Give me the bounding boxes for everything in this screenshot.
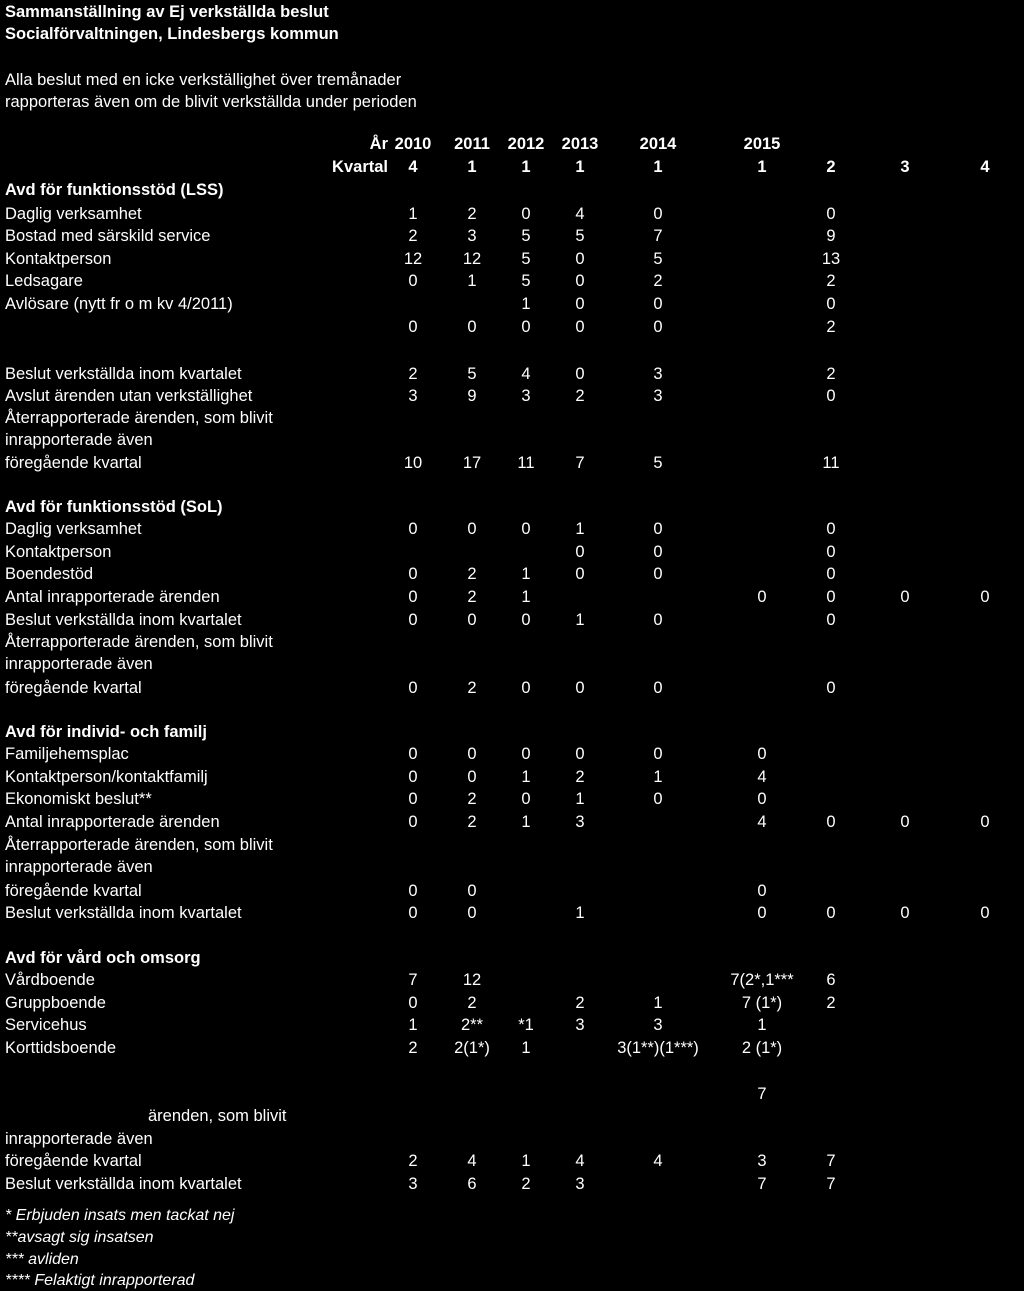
table-cell: 2: [575, 387, 585, 405]
table-cell: 1: [521, 813, 531, 831]
table-cell: 7: [575, 454, 585, 472]
table-cell: 0: [467, 520, 477, 538]
table-cell: 1: [653, 768, 663, 786]
row-label: Avlösare (nytt fr o m kv 4/2011): [5, 295, 233, 313]
table-cell: 3: [408, 387, 418, 405]
row-label: inrapporterade även: [5, 858, 153, 876]
table-cell: 3: [467, 227, 477, 245]
row-label: Kontaktperson: [5, 543, 112, 561]
row-label: Daglig verksamhet: [5, 520, 142, 538]
table-cell: 2(1*): [454, 1039, 490, 1057]
table-cell: 12: [462, 971, 482, 989]
table-cell: 0: [521, 745, 531, 763]
table-cell: 0: [653, 543, 663, 561]
table-cell: 7: [408, 971, 418, 989]
footnote-4: **** Felaktigt inrapporterad: [5, 1272, 195, 1289]
table-cell: 0: [521, 790, 531, 808]
row-label: Avslut ärenden utan verkställighet: [5, 387, 253, 405]
table-cell: 1: [575, 520, 585, 538]
table-cell: 7: [826, 1175, 836, 1193]
table-cell: 7 (1*): [741, 994, 783, 1012]
table-cell: 0: [467, 904, 477, 922]
table-cell: 9: [467, 387, 477, 405]
table-cell: 0: [826, 588, 836, 606]
table-cell: 4: [521, 365, 531, 383]
quarter-label: Kvartal: [332, 158, 388, 176]
row-label: Beslut verkställda inom kvartalet: [5, 611, 242, 629]
table-cell: 3(1**)(1***): [617, 1039, 699, 1057]
year-cell: 2012: [507, 135, 545, 153]
table-cell: 0: [980, 588, 990, 606]
row-label: ärenden, som blivit: [148, 1107, 287, 1125]
table-cell: 3: [575, 1175, 585, 1193]
row-label: Kontaktperson/kontaktfamilj: [5, 768, 208, 786]
table-cell: 0: [980, 813, 990, 831]
table-cell: 0: [467, 611, 477, 629]
table-cell: 2 (1*): [741, 1039, 783, 1057]
table-cell: 0: [575, 295, 585, 313]
table-cell: 0: [521, 679, 531, 697]
table-cell: 1: [521, 588, 531, 606]
title-line-2: Socialförvaltningen, Lindesbergs kommun: [5, 25, 339, 43]
table-cell: 0: [521, 520, 531, 538]
table-cell: 4: [575, 205, 585, 223]
row-label: inrapporterade även: [5, 431, 153, 449]
row-label: föregående kvartal: [5, 882, 142, 900]
table-cell: 0: [408, 679, 418, 697]
table-cell: 10: [403, 454, 423, 472]
table-cell: 7: [653, 227, 663, 245]
table-cell: 2: [467, 588, 477, 606]
table-cell: 0: [826, 387, 836, 405]
table-cell: 12: [403, 250, 423, 268]
table-cell: 0: [408, 882, 418, 900]
footnote-2: **avsagt sig insatsen: [5, 1229, 154, 1246]
table-cell: 0: [757, 904, 767, 922]
table-cell: 2: [408, 227, 418, 245]
row-label: Antal inrapporterade ärenden: [5, 813, 220, 831]
table-cell: 5: [653, 250, 663, 268]
table-cell: 1: [521, 768, 531, 786]
table-cell: 7: [826, 1152, 836, 1170]
table-cell: 0: [408, 520, 418, 538]
table-cell: 4: [575, 1152, 585, 1170]
table-cell: 0: [757, 790, 767, 808]
table-cell: 2: [826, 272, 836, 290]
section-heading: Avd för vård och omsorg: [5, 949, 201, 967]
row-label: Vårdboende: [5, 971, 95, 989]
table-cell: 13: [821, 250, 841, 268]
table-cell: 2: [408, 365, 418, 383]
table-cell: 2: [826, 318, 836, 336]
table-cell: 2: [467, 679, 477, 697]
table-cell: 0: [575, 565, 585, 583]
table-cell: 1: [408, 205, 418, 223]
title-line-1: Sammanställning av Ej verkställda beslut: [5, 3, 329, 21]
table-cell: 4: [757, 813, 767, 831]
table-cell: 0: [757, 882, 767, 900]
table-cell: 3: [757, 1152, 767, 1170]
table-cell: 0: [408, 904, 418, 922]
table-cell: 3: [521, 387, 531, 405]
table-cell: 2: [408, 1039, 418, 1057]
table-cell: 0: [575, 250, 585, 268]
table-cell: 2: [408, 1152, 418, 1170]
table-cell: 0: [826, 611, 836, 629]
section-heading: Avd för individ- och familj: [5, 723, 207, 741]
row-label: Bostad med särskild service: [5, 227, 211, 245]
row-label: Beslut verkställda inom kvartalet: [5, 365, 242, 383]
table-cell: 0: [757, 588, 767, 606]
table-cell: 0: [408, 994, 418, 1012]
row-label: Gruppboende: [5, 994, 106, 1012]
footnote-3: *** avliden: [5, 1251, 79, 1268]
table-cell: 2: [467, 813, 477, 831]
table-cell: 0: [408, 272, 418, 290]
table-cell: *1: [518, 1016, 534, 1034]
table-cell: 0: [653, 745, 663, 763]
row-label: Återrapporterade ärenden, som blivit: [5, 836, 273, 854]
row-label: inrapporterade även: [5, 655, 153, 673]
table-cell: 4: [467, 1152, 477, 1170]
table-cell: 2: [467, 790, 477, 808]
table-cell: 2**: [460, 1016, 484, 1034]
table-cell: 0: [408, 790, 418, 808]
table-cell: 3: [653, 365, 663, 383]
table-cell: 1: [521, 1152, 531, 1170]
quarter-cell: 2: [826, 158, 836, 176]
year-cell: 2013: [561, 135, 599, 153]
table-cell: 7: [757, 1175, 767, 1193]
table-cell: 1: [653, 994, 663, 1012]
table-cell: 0: [653, 520, 663, 538]
table-cell: 0: [575, 365, 585, 383]
table-cell: 2: [826, 994, 836, 1012]
row-label: Beslut verkställda inom kvartalet: [5, 904, 242, 922]
table-cell: 0: [757, 745, 767, 763]
table-cell: 2: [575, 994, 585, 1012]
row-label: Ledsagare: [5, 272, 83, 290]
table-cell: 0: [408, 611, 418, 629]
table-cell: 0: [900, 588, 910, 606]
table-cell: 0: [900, 904, 910, 922]
table-cell: 3: [408, 1175, 418, 1193]
table-cell: 9: [826, 227, 836, 245]
table-cell: 0: [521, 611, 531, 629]
table-cell: 0: [653, 205, 663, 223]
table-cell: 4: [757, 768, 767, 786]
table-cell: 2: [467, 565, 477, 583]
year-label: År: [369, 135, 388, 153]
row-label: Ekonomiskt beslut**: [5, 790, 152, 808]
table-cell: 0: [467, 768, 477, 786]
quarter-cell: 1: [521, 158, 531, 176]
table-cell: 6: [826, 971, 836, 989]
table-cell: 0: [826, 205, 836, 223]
table-cell: 0: [826, 813, 836, 831]
table-cell: 0: [408, 318, 418, 336]
intro-line-1: Alla beslut med en icke verkställighet över tremånader: [5, 71, 402, 89]
table-cell: 5: [521, 250, 531, 268]
table-cell: 2: [521, 1175, 531, 1193]
table-cell: 0: [521, 205, 531, 223]
table-cell: 1: [408, 1016, 418, 1034]
table-cell: 3: [653, 1016, 663, 1034]
table-cell: 0: [826, 904, 836, 922]
table-cell: 0: [408, 745, 418, 763]
table-cell: 0: [467, 318, 477, 336]
year-cell: 2015: [743, 135, 781, 153]
table-cell: 2: [826, 365, 836, 383]
quarter-cell: 4: [408, 158, 418, 176]
table-cell: 0: [653, 790, 663, 808]
row-label: föregående kvartal: [5, 1152, 142, 1170]
row-label: Antal inrapporterade ärenden: [5, 588, 220, 606]
section-heading: Avd för funktionsstöd (SoL): [5, 498, 223, 516]
quarter-cell: 4: [980, 158, 990, 176]
table-cell: 0: [826, 543, 836, 561]
table-cell: 0: [575, 745, 585, 763]
row-label: Korttidsboende: [5, 1039, 116, 1057]
table-cell: 3: [653, 387, 663, 405]
row-label: Familjehemsplac: [5, 745, 129, 763]
table-cell: 1: [575, 904, 585, 922]
table-cell: 0: [653, 611, 663, 629]
table-cell: 0: [826, 565, 836, 583]
table-cell: 0: [467, 745, 477, 763]
table-cell: 5: [521, 272, 531, 290]
table-cell: 0: [467, 882, 477, 900]
table-cell: 11: [822, 454, 840, 472]
row-label: Boendestöd: [5, 565, 94, 583]
year-cell: 2014: [639, 135, 677, 153]
table-cell: 0: [826, 520, 836, 538]
table-cell: 0: [653, 295, 663, 313]
row-label: Servicehus: [5, 1016, 87, 1034]
row-label: Återrapporterade ärenden, som blivit: [5, 409, 273, 427]
table-cell: 7(2*,1***: [730, 971, 794, 989]
table-cell: 3: [575, 813, 585, 831]
table-cell: 7: [757, 1085, 767, 1103]
row-label: föregående kvartal: [5, 454, 142, 472]
table-cell: 12: [462, 250, 482, 268]
intro-line-2: rapporteras även om de blivit verkställda under perioden: [5, 93, 417, 111]
quarter-cell: 3: [900, 158, 910, 176]
table-cell: 2: [467, 205, 477, 223]
table-cell: 0: [900, 813, 910, 831]
table-cell: 0: [826, 295, 836, 313]
section-heading: Avd för funktionsstöd (LSS): [5, 181, 224, 199]
footnote-1: * Erbjuden insats men tackat nej: [5, 1207, 235, 1224]
table-cell: 17: [462, 454, 482, 472]
table-cell: 1: [467, 272, 477, 290]
table-cell: 2: [575, 768, 585, 786]
table-cell: 0: [653, 565, 663, 583]
table-cell: 5: [653, 454, 663, 472]
table-cell: 0: [980, 904, 990, 922]
table-cell: 0: [575, 272, 585, 290]
row-label: Daglig verksamhet: [5, 205, 142, 223]
table-cell: 0: [408, 588, 418, 606]
table-cell: 0: [575, 318, 585, 336]
table-cell: 5: [467, 365, 477, 383]
table-cell: 0: [653, 679, 663, 697]
table-cell: 11: [517, 454, 535, 472]
table-cell: 1: [575, 611, 585, 629]
table-cell: 1: [521, 295, 531, 313]
year-cell: 2011: [454, 135, 490, 153]
table-cell: 0: [408, 565, 418, 583]
table-cell: 0: [408, 813, 418, 831]
year-cell: 2010: [394, 135, 432, 153]
row-label: Beslut verkställda inom kvartalet: [5, 1175, 242, 1193]
table-cell: 0: [408, 768, 418, 786]
quarter-cell: 1: [467, 158, 477, 176]
table-cell: 0: [575, 679, 585, 697]
table-cell: 0: [575, 543, 585, 561]
table-cell: 1: [521, 565, 531, 583]
table-cell: 1: [521, 1039, 531, 1057]
quarter-cell: 1: [575, 158, 585, 176]
row-label: föregående kvartal: [5, 679, 142, 697]
table-cell: 5: [575, 227, 585, 245]
row-label: Återrapporterade ärenden, som blivit: [5, 633, 273, 651]
table-cell: 0: [653, 318, 663, 336]
quarter-cell: 1: [757, 158, 767, 176]
table-cell: 1: [757, 1016, 767, 1034]
table-cell: 2: [653, 272, 663, 290]
table-cell: 6: [467, 1175, 477, 1193]
table-cell: 0: [521, 318, 531, 336]
table-cell: 1: [575, 790, 585, 808]
table-cell: 0: [826, 679, 836, 697]
table-cell: 2: [467, 994, 477, 1012]
table-cell: 4: [653, 1152, 663, 1170]
row-label: inrapporterade även: [5, 1130, 153, 1148]
table-cell: 3: [575, 1016, 585, 1034]
table-cell: 5: [521, 227, 531, 245]
quarter-cell: 1: [653, 158, 663, 176]
row-label: Kontaktperson: [5, 250, 112, 268]
